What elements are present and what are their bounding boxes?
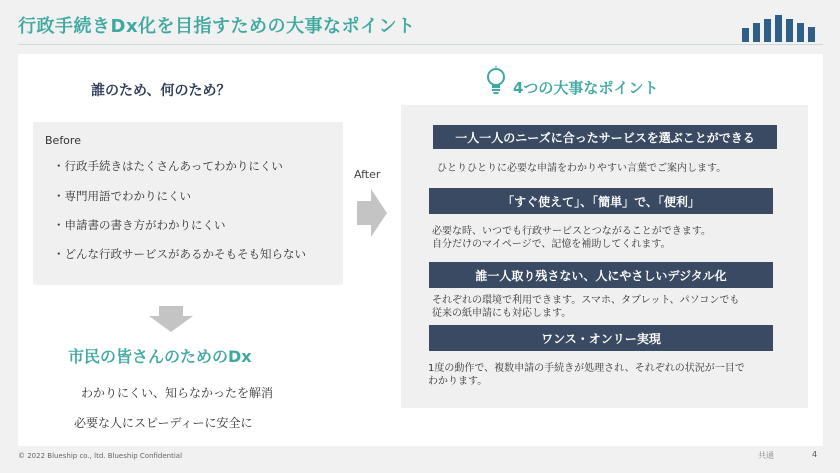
before-item: ・申請書の書き方がわかりにくい <box>53 218 226 232</box>
after-label: After <box>354 168 381 181</box>
point-desc-3a: それぞれの環境で利用できます。スマホ、タブレット、パソコンでも <box>432 295 740 306</box>
left-heading: 誰のため、何のため？ <box>91 83 231 99</box>
before-item: ・行政手続きはたくさんあってわかりにくい <box>53 159 283 173</box>
arrow-right-icon <box>357 189 387 237</box>
slide-title: 行政手続きDx化を目指すための大事なポイント <box>18 16 416 37</box>
before-item: ・どんな行政サービスがあるかそもそも知らない <box>53 247 306 261</box>
before-label: Before <box>45 134 81 147</box>
point-desc-1: ひとりひとりに必要な申請をわかりやすい言葉でご案内します。 <box>437 163 727 174</box>
point-title-2: 「すぐ使えて」、「簡単」で、「便利」 <box>429 188 773 214</box>
point-desc-3b: 従来の紙申請にも対応します。 <box>432 308 572 319</box>
point-title-4: ワンス・オンリー実現 <box>429 325 773 351</box>
arrow-down-icon <box>149 306 193 332</box>
point-desc-2a: 必要な時、いつでも行政サービスとつながることができます。 <box>432 226 711 237</box>
title-divider <box>18 44 823 45</box>
point-title-1: 一人一人のニーズに合ったサービスを選ぶことができる <box>433 125 777 149</box>
point-desc-2b: 自分だけのマイページで、記憶を補助してくれます。 <box>432 239 671 250</box>
dx-line: 必要な人にスピーディーに安全に <box>74 416 253 430</box>
footer-copyright: © 2022 Blueship co., ltd. Blueship Confidential <box>18 452 183 460</box>
dx-heading: 市民の皆さんのためのDx <box>68 347 252 366</box>
point-title-3: 誰一人取り残さない、人にやさしいデジタル化 <box>429 262 773 288</box>
logo-bars-icon <box>742 14 824 42</box>
page-number: 4 <box>812 450 818 459</box>
point-desc-4b: わかります。 <box>428 376 488 387</box>
lightbulb-icon <box>484 66 508 98</box>
before-item: ・専門用語でわかりにくい <box>53 189 191 203</box>
point-desc-4a: 1度の動作で、複数申請の手続きが処理され、それぞれの状況が一目で <box>428 363 745 374</box>
before-box <box>33 122 343 285</box>
right-heading: 4つの大事なポイント <box>513 79 659 97</box>
footer-label: 共通 <box>758 451 774 460</box>
dx-line: わかりにくい、知らなかったを解消 <box>81 386 274 400</box>
